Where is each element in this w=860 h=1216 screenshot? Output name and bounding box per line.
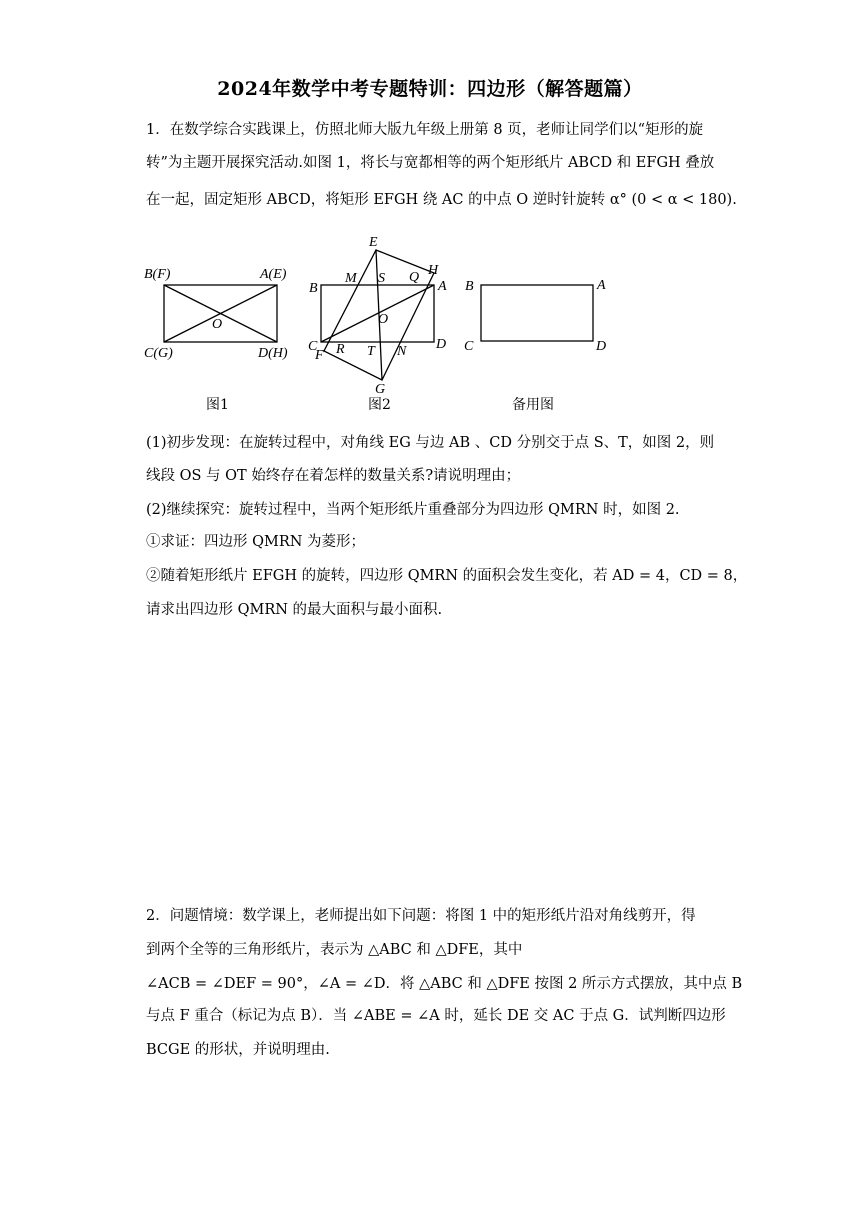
fig2-label-s: S — [378, 271, 385, 286]
fig2-label-m: M — [345, 271, 357, 286]
q1-line-3: 在一起，固定矩形 ABCD，将矩形 EFGH 绕 AC 的中点 O 逆时针旋转 α° (0 < α < 180). — [146, 192, 737, 208]
fig1-label-cg: C(G) — [144, 346, 173, 361]
fig2-label-a: A — [438, 279, 447, 294]
fig2-caption: 图2 — [368, 397, 391, 413]
fig1-label-bf: B(F) — [144, 267, 171, 282]
q1-part1-line-1: (1)初步发现：在旋转过程中，对角线 EG 与边 AB 、CD 分别交于点 S、T，如图 2，则 — [146, 435, 715, 451]
fig2-label-q: Q — [409, 270, 420, 285]
q2-line-3: ∠ACB = ∠DEF = 90°，∠A = ∠D．将 △ABC 和 △DFE 按图 2 所示方式摆放，其中点 B — [146, 976, 743, 992]
fig2-label-h: H — [428, 263, 439, 278]
fig2-label-d: D — [436, 337, 447, 352]
q2-line-5: BCGE 的形状，并说明理由. — [146, 1042, 330, 1058]
fig1-label-ae: A(E) — [260, 267, 287, 282]
fig2-label-r: R — [336, 342, 345, 357]
q2-line-1: 2．问题情境：数学课上，老师提出如下问题：将图 1 中的矩形纸片沿对角线剪开，得 — [146, 908, 696, 924]
q1-line-2: 转”为主题开展探究活动.如图 1，将长与宽都相等的两个矩形纸片 ABCD 和 EFGH 叠放 — [146, 155, 715, 171]
fig3-label-c: C — [464, 339, 474, 354]
fig3-caption: 备用图 — [512, 397, 554, 413]
fig1-caption: 图1 — [206, 397, 229, 413]
fig1-label-dh: D(H) — [258, 346, 288, 361]
fig2-label-g: G — [375, 382, 386, 397]
fig2-label-b: B — [309, 281, 318, 296]
fig1-label-o: O — [212, 317, 223, 332]
q1-line-1: 1．在数学综合实践课上，仿照北师大版九年级上册第 8 页，老师让同学们以“矩形的旋 — [146, 122, 704, 138]
q1-part2-b-line-1: ②随着矩形纸片 EFGH 的旋转，四边形 QMRN 的面积会发生变化，若 AD = 4，CD = 8， — [146, 568, 748, 584]
q1-part2: (2)继续探究：旋转过程中，当两个矩形纸片重叠部分为四边形 QMRN 时，如图 2. — [146, 502, 680, 518]
fig3-label-a: A — [597, 278, 606, 293]
q1-part2-b-line-2: 请求出四边形 QMRN 的最大面积与最小面积. — [146, 602, 443, 618]
q1-part1-line-2: 线段 OS 与 OT 始终存在着怎样的数量关系?请说明理由； — [146, 468, 521, 484]
fig3-label-d: D — [596, 339, 607, 354]
q1-figures — [140, 228, 620, 423]
figure-2 — [308, 235, 447, 413]
q2-line-4: 与点 F 重合（标记为点 B）．当 ∠ABE = ∠A 时，延长 DE 交 AC 于点 G．试判断四边形 — [146, 1008, 726, 1024]
figure-spare — [464, 278, 606, 413]
fig2-label-f: F — [315, 348, 324, 363]
figure-1 — [144, 267, 288, 413]
fig2-label-n: N — [397, 344, 407, 359]
fig2-label-t: T — [367, 344, 375, 359]
fig2-label-c: C — [308, 339, 318, 354]
q2-line-2: 到两个全等的三角形纸片，表示为 △ABC 和 △DFE，其中 — [146, 942, 523, 958]
q1-part2-a: ①求证：四边形 QMRN 为菱形； — [146, 534, 366, 550]
fig2-label-e: E — [369, 235, 378, 250]
fig3-label-b: B — [465, 279, 474, 294]
fig2-label-o: O — [378, 312, 389, 327]
page-title: 2024年数学中考专题特训：四边形（解答题篇） — [217, 78, 643, 100]
